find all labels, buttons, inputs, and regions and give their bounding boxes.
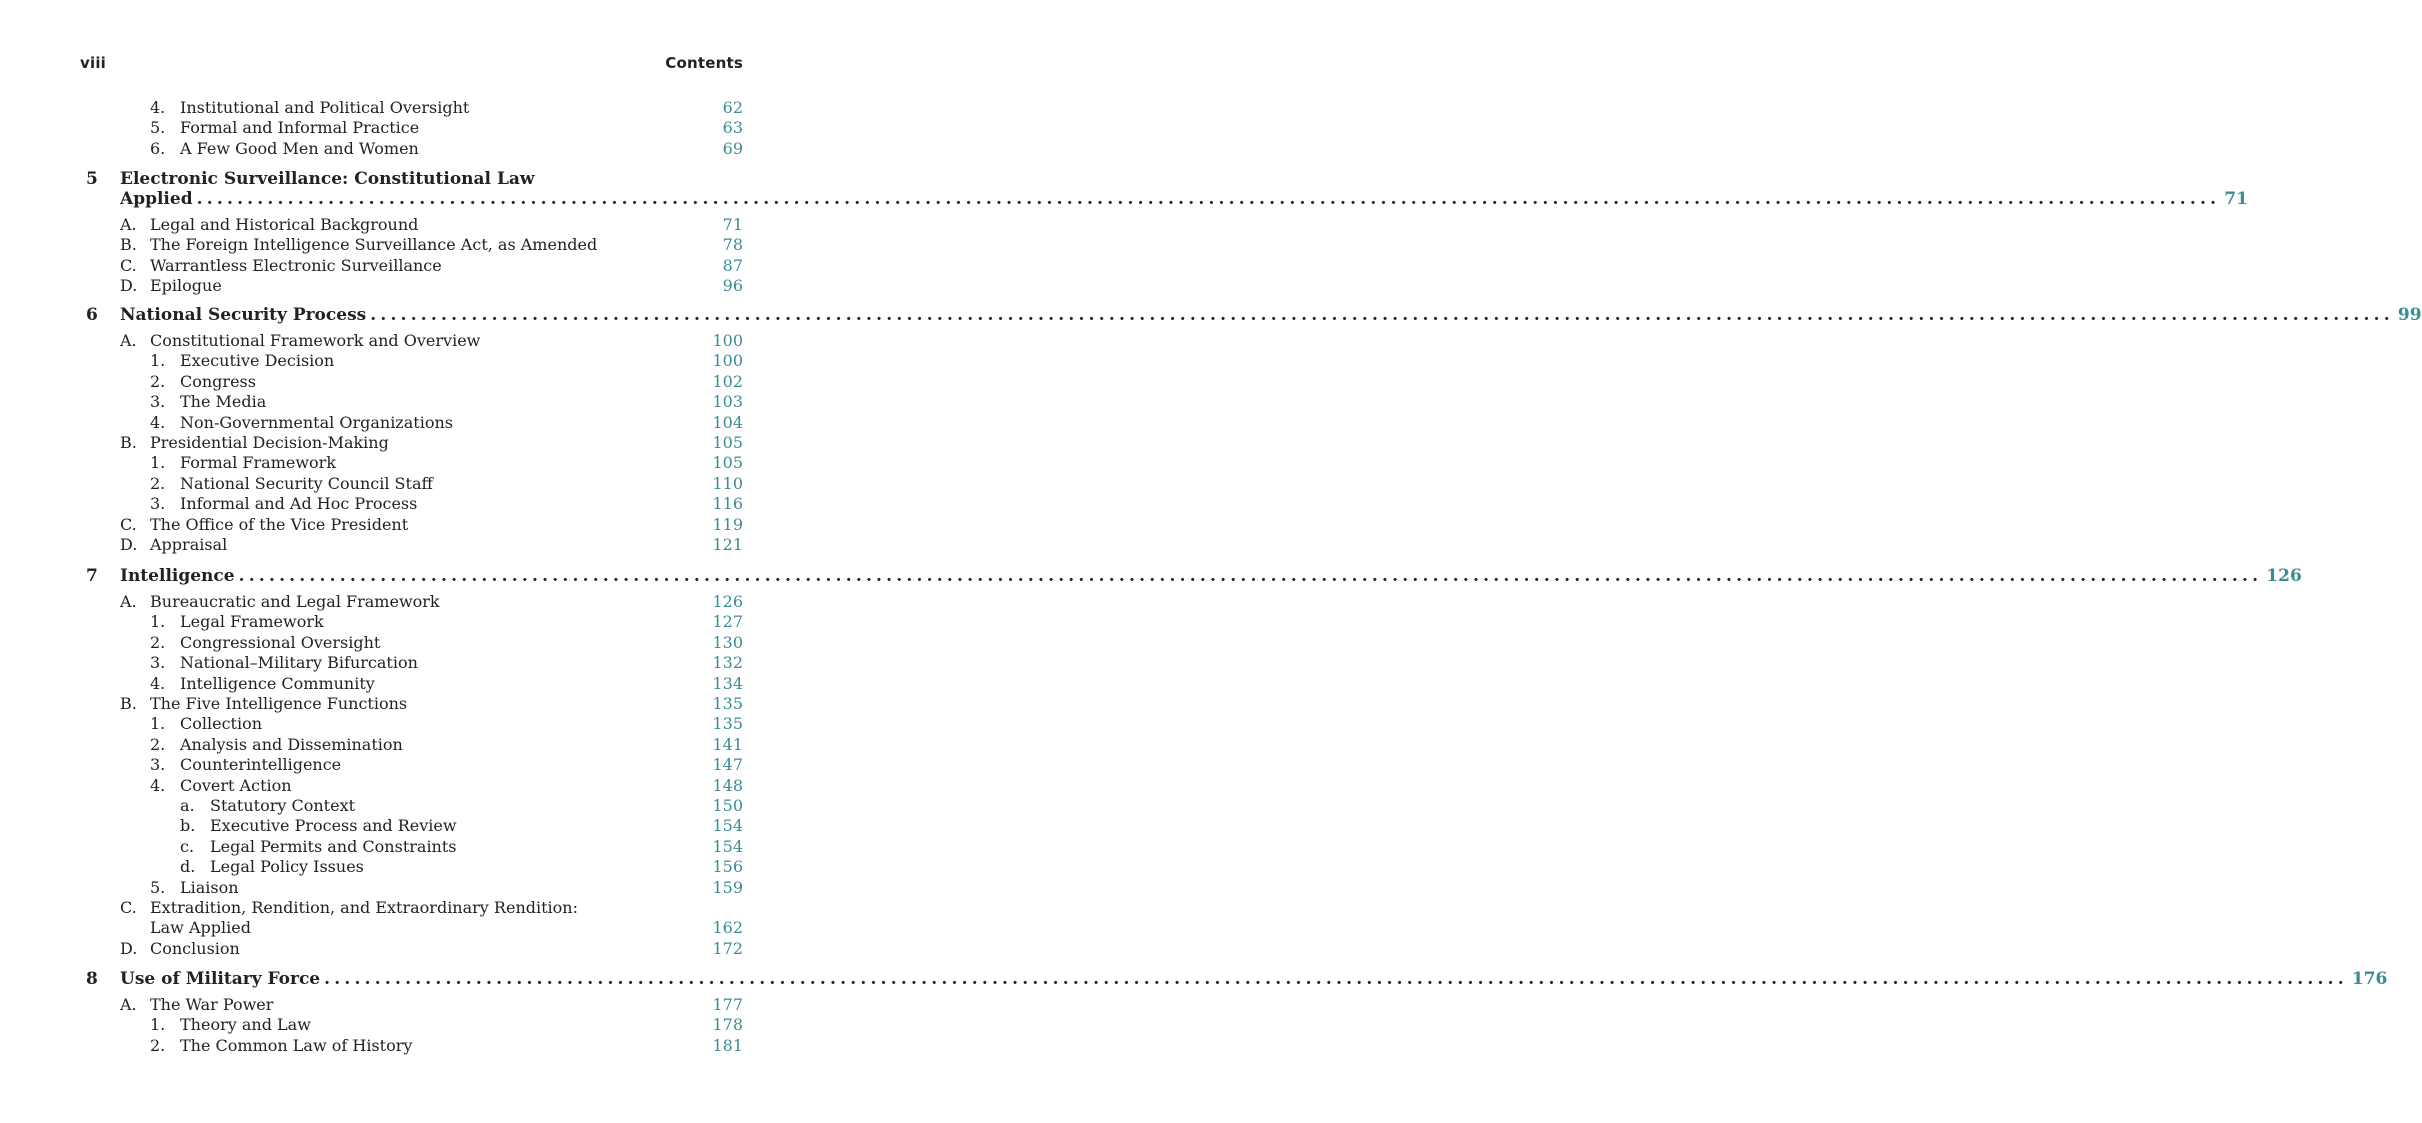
toc-entry-page-number[interactable]: 159 bbox=[712, 877, 743, 897]
toc-entry-marker: D. bbox=[120, 535, 138, 554]
toc-entry-marker: 4. bbox=[150, 775, 166, 795]
chapter-title[interactable]: National Security Process bbox=[120, 305, 367, 325]
toc-entry-page-number[interactable]: 181 bbox=[712, 1035, 743, 1055]
toc-entry-page-number[interactable]: 150 bbox=[712, 796, 743, 815]
toc-entry-title[interactable]: The Common Law of History bbox=[180, 1035, 413, 1055]
toc-entry-page-number[interactable]: 130 bbox=[712, 632, 743, 652]
toc-entry-marker: 2. bbox=[150, 371, 166, 391]
toc-entry-page-number[interactable]: 172 bbox=[712, 938, 743, 958]
toc-entry-title[interactable]: Statutory Context bbox=[210, 796, 356, 815]
toc-entry-marker: 3. bbox=[150, 755, 166, 775]
toc-entry-marker: 6. bbox=[150, 138, 166, 158]
toc-entry-marker: b. bbox=[180, 816, 196, 836]
toc-entry-marker: 3. bbox=[150, 653, 166, 673]
chapter-title[interactable]: Use of Military Force bbox=[120, 969, 321, 989]
toc-entry-title[interactable]: Collection bbox=[180, 714, 263, 734]
toc-entry-page-number[interactable]: 135 bbox=[712, 714, 743, 734]
toc-entry-page-number[interactable]: 121 bbox=[712, 535, 743, 554]
toc-entry-title[interactable]: The Five Intelligence Functions bbox=[150, 694, 408, 713]
toc-entry-marker: D. bbox=[120, 938, 138, 958]
toc-entry-title[interactable]: Conclusion bbox=[150, 938, 240, 958]
toc-entry-marker: 3. bbox=[150, 494, 166, 514]
toc-entry-page-number[interactable]: 178 bbox=[712, 1015, 743, 1035]
toc-entry-page-number[interactable]: 141 bbox=[712, 734, 743, 754]
toc-entry-marker: C. bbox=[120, 898, 137, 917]
toc-entry-page-number[interactable]: 96 bbox=[722, 276, 743, 296]
toc-entry-page-number[interactable]: 105 bbox=[712, 433, 743, 452]
toc-entry-title[interactable]: The Office of the Vice President bbox=[150, 514, 409, 534]
toc-entry-title[interactable]: Constitutional Framework and Overview bbox=[150, 331, 481, 350]
dot-leader: ........................................................................................................................................................................................................ bbox=[370, 305, 2394, 325]
toc-entry-page-number[interactable]: 132 bbox=[712, 653, 743, 673]
chapter-heading-row[interactable] bbox=[120, 969, 2388, 989]
chapter-heading-row[interactable] bbox=[120, 305, 2422, 325]
toc-entry-marker: 2. bbox=[150, 734, 166, 754]
toc-entry-title[interactable]: National–Military Bifurcation bbox=[180, 653, 418, 673]
toc-entry-marker: A. bbox=[120, 995, 137, 1014]
toc-entry-marker: A. bbox=[120, 592, 137, 611]
chapter-number: 8 bbox=[86, 969, 98, 989]
toc-entry-page-number[interactable]: 69 bbox=[722, 138, 743, 158]
chapter-page-number[interactable]: 126 bbox=[2266, 566, 2302, 586]
toc-entry-title[interactable]: National Security Council Staff bbox=[180, 473, 433, 493]
toc-entry-title[interactable]: Law Applied bbox=[150, 918, 251, 938]
toc-entry-marker: a. bbox=[180, 796, 195, 815]
toc-entry-page-number[interactable]: 62 bbox=[722, 98, 743, 117]
toc-entry-page-number[interactable]: 105 bbox=[712, 453, 743, 473]
toc-entry-page-number[interactable]: 127 bbox=[712, 612, 743, 632]
toc-entry-marker: c. bbox=[180, 836, 195, 856]
toc-entry-marker: B. bbox=[120, 694, 137, 713]
toc-entry-page-number[interactable]: 87 bbox=[722, 255, 743, 275]
toc-entry-page-number[interactable]: 119 bbox=[712, 514, 743, 534]
toc-entry-page-number[interactable]: 135 bbox=[712, 694, 743, 713]
toc-entry-title[interactable]: Congress bbox=[180, 371, 256, 391]
toc-entry-marker: 2. bbox=[150, 1035, 166, 1055]
chapter-title[interactable]: Applied bbox=[120, 189, 193, 209]
toc-entry-marker: d. bbox=[180, 857, 196, 877]
dot-leader: ........................................................................................................................................................................................................ bbox=[196, 189, 2221, 209]
chapter-heading-row[interactable] bbox=[120, 566, 2302, 586]
toc-entry-title[interactable]: Legal Framework bbox=[180, 612, 324, 632]
chapter-page-number[interactable]: 71 bbox=[2224, 189, 2248, 209]
toc-entry-title[interactable]: Epilogue bbox=[150, 276, 222, 296]
toc-entry-page-number[interactable]: 154 bbox=[712, 836, 743, 856]
toc-entry-page-number[interactable]: 162 bbox=[712, 918, 743, 938]
toc-entry-marker: 5. bbox=[150, 118, 166, 138]
toc-entry-marker: 4. bbox=[150, 412, 166, 432]
chapter-page-number[interactable]: 176 bbox=[2351, 969, 2388, 989]
toc-entry-title[interactable]: Congressional Oversight bbox=[180, 632, 381, 652]
toc-entry-title[interactable]: Warrantless Electronic Surveillance bbox=[150, 255, 442, 275]
toc-entry-title[interactable]: Bureaucratic and Legal Framework bbox=[150, 592, 440, 611]
toc-entry-title[interactable]: Liaison bbox=[180, 877, 239, 897]
dot-leader: ........................................................................................................................................................................................................ bbox=[324, 969, 2348, 989]
toc-entry-title[interactable]: Presidential Decision-Making bbox=[150, 433, 389, 452]
toc-entry-title[interactable]: Executive Decision bbox=[180, 351, 335, 371]
toc-entry-title[interactable]: Non-Governmental Organizations bbox=[180, 412, 453, 432]
toc-entry-marker: 2. bbox=[150, 473, 166, 493]
toc-entry-page-number[interactable]: 147 bbox=[712, 755, 743, 775]
chapter-page-number[interactable]: 99 bbox=[2397, 305, 2422, 325]
toc-entry-page-number[interactable]: 116 bbox=[712, 494, 743, 514]
toc-entry-page-number[interactable]: 63 bbox=[722, 118, 743, 138]
toc-entry-marker: B. bbox=[120, 433, 137, 452]
toc-entry-marker: 1. bbox=[150, 453, 166, 473]
chapter-number: 5 bbox=[86, 169, 98, 189]
chapter-title[interactable]: Intelligence bbox=[120, 566, 235, 586]
toc-entry-page-number[interactable]: 78 bbox=[722, 235, 743, 255]
toc-entry-title[interactable]: Theory and Law bbox=[180, 1015, 311, 1035]
toc-entry-page-number[interactable]: 104 bbox=[712, 412, 743, 432]
toc-entry-marker: 4. bbox=[150, 673, 166, 693]
toc-entry-page-number[interactable]: 148 bbox=[712, 775, 743, 795]
toc-entry-title[interactable]: Formal Framework bbox=[180, 453, 337, 473]
toc-entry-page-number[interactable]: 102 bbox=[712, 371, 743, 391]
toc-entry-title[interactable]: The Media bbox=[180, 392, 267, 412]
dot-leader: ........................................................................................................................................................................................................ bbox=[238, 566, 2263, 586]
toc-entry-title[interactable]: Legal Policy Issues bbox=[210, 857, 364, 877]
toc-entry-title[interactable]: The Foreign Intelligence Surveillance Act, as Amended bbox=[150, 235, 598, 255]
toc-entry-marker: 4. bbox=[150, 98, 166, 117]
chapter-number: 7 bbox=[86, 566, 98, 586]
toc-entry-title[interactable]: Institutional and Political Oversight bbox=[180, 98, 470, 117]
toc-entry-page-number[interactable]: 177 bbox=[712, 995, 743, 1014]
chapter-number: 6 bbox=[86, 305, 98, 325]
toc-entry-marker: A. bbox=[120, 331, 137, 350]
toc-entry-marker: 1. bbox=[150, 714, 166, 734]
chapter-heading-row[interactable] bbox=[120, 189, 2248, 209]
toc-entry-page-number[interactable]: 100 bbox=[712, 351, 743, 371]
toc-entry-marker: A. bbox=[120, 215, 137, 234]
page-number-header: viii bbox=[80, 54, 107, 72]
running-head: Contents bbox=[665, 54, 743, 72]
toc-entry-title[interactable]: Counterintelligence bbox=[180, 755, 342, 775]
toc-entry-page-number[interactable]: 126 bbox=[712, 592, 743, 611]
toc-entry-title[interactable]: Analysis and Dissemination bbox=[180, 734, 403, 754]
toc-entry-title[interactable]: Legal and Historical Background bbox=[150, 215, 419, 234]
toc-entry-marker: 3. bbox=[150, 392, 166, 412]
toc-entry-page-number[interactable]: 156 bbox=[712, 857, 743, 877]
toc-entry-page-number[interactable]: 154 bbox=[712, 816, 743, 836]
toc-entry-marker: 2. bbox=[150, 632, 166, 652]
toc-entry-marker: 1. bbox=[150, 351, 166, 371]
toc-entry-page-number[interactable]: 103 bbox=[712, 392, 743, 412]
toc-entry-page-number[interactable]: 110 bbox=[712, 473, 743, 493]
toc-entry-title[interactable]: Formal and Informal Practice bbox=[180, 118, 420, 138]
toc-entry-title[interactable]: Intelligence Community bbox=[180, 673, 375, 693]
toc-entry-marker: D. bbox=[120, 276, 138, 296]
chapter-title-line1[interactable]: Electronic Surveillance: Constitutional Law bbox=[120, 169, 535, 189]
toc-entry-marker: 1. bbox=[150, 1015, 166, 1035]
toc-entry-title[interactable]: A Few Good Men and Women bbox=[180, 138, 419, 158]
toc-entry-marker: C. bbox=[120, 255, 137, 275]
toc-entry-title[interactable]: Legal Permits and Constraints bbox=[210, 836, 457, 856]
toc-entry-page-number[interactable]: 71 bbox=[722, 215, 743, 234]
toc-entry-title[interactable]: Extradition, Rendition, and Extraordinary Rendition: bbox=[150, 898, 578, 917]
toc-entry-title[interactable]: The War Power bbox=[150, 995, 274, 1014]
toc-entry-title[interactable]: Informal and Ad Hoc Process bbox=[180, 494, 418, 514]
toc-entry-marker: 1. bbox=[150, 612, 166, 632]
toc-entry-marker: 5. bbox=[150, 877, 166, 897]
toc-entry-page-number[interactable]: 134 bbox=[712, 673, 743, 693]
toc-entry-page-number[interactable]: 100 bbox=[712, 331, 743, 350]
toc-entry-title[interactable]: Covert Action bbox=[180, 775, 292, 795]
toc-entry-title[interactable]: Appraisal bbox=[150, 535, 228, 554]
toc-entry-marker: B. bbox=[120, 235, 137, 255]
toc-entry-marker: C. bbox=[120, 514, 137, 534]
toc-entry-title[interactable]: Executive Process and Review bbox=[210, 816, 457, 836]
